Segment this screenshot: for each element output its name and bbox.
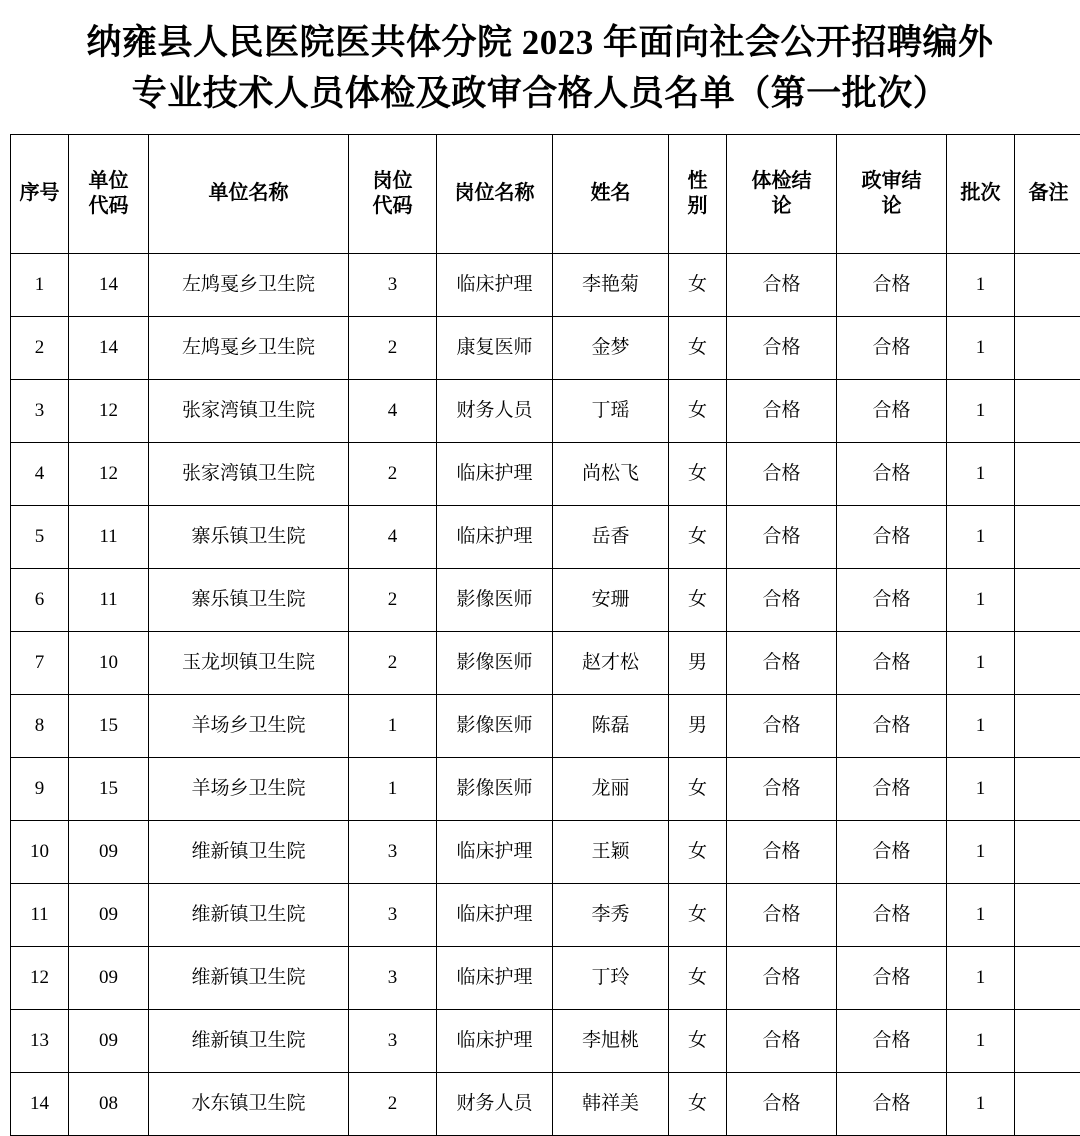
cell-medical: 合格 (727, 316, 837, 379)
cell-batch: 1 (947, 316, 1015, 379)
cell-post-code: 3 (349, 820, 437, 883)
cell-political: 合格 (837, 568, 947, 631)
column-header-medical-line-1: 体检结 (727, 169, 836, 194)
cell-medical: 合格 (727, 253, 837, 316)
column-header-remark-label: 备注 (1029, 182, 1069, 204)
cell-post-code: 2 (349, 316, 437, 379)
cell-political: 合格 (837, 1009, 947, 1072)
cell-batch: 1 (947, 1009, 1015, 1072)
cell-batch: 1 (947, 883, 1015, 946)
cell-sex: 女 (669, 1072, 727, 1135)
column-header-sex-line-2: 别 (669, 194, 726, 219)
cell-unit-name: 羊场乡卫生院 (149, 694, 349, 757)
cell-batch: 1 (947, 631, 1015, 694)
cell-unit-name: 寨乐镇卫生院 (149, 568, 349, 631)
cell-political: 合格 (837, 694, 947, 757)
column-header-seq (11, 134, 69, 253)
column-header-political-line-2: 论 (837, 194, 946, 219)
column-header-post-name (437, 134, 553, 253)
cell-unit-code: 09 (69, 820, 149, 883)
cell-medical: 合格 (727, 1009, 837, 1072)
cell-political: 合格 (837, 316, 947, 379)
cell-remark (1015, 883, 1080, 946)
cell-post-code: 4 (349, 379, 437, 442)
cell-post-code: 2 (349, 1072, 437, 1135)
cell-unit-code: 09 (69, 946, 149, 1009)
cell-post-code: 4 (349, 505, 437, 568)
cell-unit-code: 14 (69, 316, 149, 379)
cell-remark (1015, 1009, 1080, 1072)
cell-batch: 1 (947, 1072, 1015, 1135)
cell-sex: 女 (669, 757, 727, 820)
cell-seq: 14 (11, 1072, 69, 1135)
cell-remark (1015, 253, 1080, 316)
cell-post-name: 临床护理 (437, 442, 553, 505)
cell-unit-name: 左鸠戛乡卫生院 (149, 316, 349, 379)
cell-remark (1015, 694, 1080, 757)
column-header-sex-line-1: 性 (669, 169, 726, 194)
cell-sex: 女 (669, 505, 727, 568)
column-header-medical-line-2: 论 (727, 194, 836, 219)
column-header-political-line-1: 政审结 (837, 169, 946, 194)
cell-seq: 7 (11, 631, 69, 694)
column-header-political (837, 134, 947, 253)
cell-person-name: 丁瑶 (553, 379, 669, 442)
column-header-unit-code-line-1: 单位 (69, 169, 148, 194)
cell-medical: 合格 (727, 505, 837, 568)
cell-seq: 12 (11, 946, 69, 1009)
cell-post-code: 3 (349, 253, 437, 316)
cell-political: 合格 (837, 442, 947, 505)
cell-seq: 9 (11, 757, 69, 820)
cell-seq: 2 (11, 316, 69, 379)
cell-post-code: 1 (349, 757, 437, 820)
column-header-person-name-label: 姓名 (591, 182, 631, 204)
table-header-row (11, 134, 1080, 253)
cell-political: 合格 (837, 757, 947, 820)
column-header-medical (727, 134, 837, 253)
cell-person-name: 安珊 (553, 568, 669, 631)
cell-sex: 男 (669, 694, 727, 757)
cell-unit-code: 08 (69, 1072, 149, 1135)
cell-unit-name: 水东镇卫生院 (149, 1072, 349, 1135)
cell-medical: 合格 (727, 883, 837, 946)
cell-sex: 女 (669, 1009, 727, 1072)
cell-seq: 8 (11, 694, 69, 757)
cell-remark (1015, 631, 1080, 694)
cell-unit-name: 维新镇卫生院 (149, 820, 349, 883)
table-row (11, 568, 1080, 631)
cell-person-name: 赵才松 (553, 631, 669, 694)
cell-unit-name: 玉龙坝镇卫生院 (149, 631, 349, 694)
cell-remark (1015, 757, 1080, 820)
column-header-seq-label: 序号 (20, 182, 60, 204)
roster-table (10, 134, 1080, 1136)
table-header (11, 134, 1080, 253)
cell-remark (1015, 505, 1080, 568)
cell-batch: 1 (947, 442, 1015, 505)
page-title-line-2: 专业技术人员体检及政审合格人员名单（第一批次） (24, 69, 1056, 120)
table-row (11, 1072, 1080, 1135)
cell-unit-code: 11 (69, 568, 149, 631)
cell-seq: 10 (11, 820, 69, 883)
cell-batch: 1 (947, 568, 1015, 631)
column-header-batch-label: 批次 (961, 182, 1001, 204)
page-title (24, 18, 1056, 120)
column-header-unit-code (69, 134, 149, 253)
cell-post-name: 临床护理 (437, 946, 553, 1009)
cell-sex: 女 (669, 568, 727, 631)
cell-person-name: 韩祥美 (553, 1072, 669, 1135)
cell-post-code: 2 (349, 442, 437, 505)
cell-political: 合格 (837, 883, 947, 946)
cell-medical: 合格 (727, 379, 837, 442)
cell-seq: 11 (11, 883, 69, 946)
cell-post-code: 3 (349, 1009, 437, 1072)
cell-political: 合格 (837, 379, 947, 442)
cell-medical: 合格 (727, 631, 837, 694)
cell-sex: 男 (669, 631, 727, 694)
cell-seq: 4 (11, 442, 69, 505)
table-row (11, 757, 1080, 820)
column-header-sex (669, 134, 727, 253)
cell-seq: 6 (11, 568, 69, 631)
cell-remark (1015, 442, 1080, 505)
column-header-batch (947, 134, 1015, 253)
cell-post-code: 1 (349, 694, 437, 757)
cell-medical: 合格 (727, 568, 837, 631)
cell-unit-name: 左鸠戛乡卫生院 (149, 253, 349, 316)
cell-unit-code: 14 (69, 253, 149, 316)
cell-unit-name: 维新镇卫生院 (149, 883, 349, 946)
cell-unit-name: 维新镇卫生院 (149, 1009, 349, 1072)
cell-unit-name: 寨乐镇卫生院 (149, 505, 349, 568)
cell-political: 合格 (837, 505, 947, 568)
cell-remark (1015, 379, 1080, 442)
cell-person-name: 金梦 (553, 316, 669, 379)
cell-medical: 合格 (727, 946, 837, 1009)
cell-unit-code: 09 (69, 1009, 149, 1072)
cell-remark (1015, 820, 1080, 883)
column-header-post-code-line-2: 代码 (349, 194, 436, 219)
cell-unit-code: 15 (69, 694, 149, 757)
cell-post-name: 康复医师 (437, 316, 553, 379)
cell-unit-code: 12 (69, 442, 149, 505)
cell-person-name: 陈磊 (553, 694, 669, 757)
cell-medical: 合格 (727, 442, 837, 505)
column-header-unit-name-label: 单位名称 (209, 182, 289, 204)
cell-batch: 1 (947, 253, 1015, 316)
cell-unit-code: 15 (69, 757, 149, 820)
cell-post-name: 影像医师 (437, 631, 553, 694)
cell-unit-name: 羊场乡卫生院 (149, 757, 349, 820)
cell-post-name: 临床护理 (437, 1009, 553, 1072)
table-row (11, 442, 1080, 505)
column-header-post-code-line-1: 岗位 (349, 169, 436, 194)
cell-person-name: 李旭桃 (553, 1009, 669, 1072)
cell-person-name: 岳香 (553, 505, 669, 568)
table-body (11, 253, 1080, 1135)
table-row (11, 505, 1080, 568)
cell-post-name: 影像医师 (437, 694, 553, 757)
cell-sex: 女 (669, 442, 727, 505)
cell-medical: 合格 (727, 694, 837, 757)
cell-post-name: 临床护理 (437, 505, 553, 568)
cell-unit-name: 维新镇卫生院 (149, 946, 349, 1009)
cell-post-name: 财务人员 (437, 1072, 553, 1135)
cell-unit-name: 张家湾镇卫生院 (149, 442, 349, 505)
cell-seq: 3 (11, 379, 69, 442)
cell-sex: 女 (669, 316, 727, 379)
cell-post-name: 临床护理 (437, 253, 553, 316)
cell-political: 合格 (837, 946, 947, 1009)
cell-political: 合格 (837, 820, 947, 883)
cell-person-name: 李艳菊 (553, 253, 669, 316)
cell-sex: 女 (669, 820, 727, 883)
table-row (11, 946, 1080, 1009)
table-row (11, 631, 1080, 694)
cell-political: 合格 (837, 1072, 947, 1135)
table-row (11, 379, 1080, 442)
cell-post-name: 财务人员 (437, 379, 553, 442)
cell-medical: 合格 (727, 1072, 837, 1135)
cell-batch: 1 (947, 946, 1015, 1009)
cell-unit-code: 10 (69, 631, 149, 694)
cell-political: 合格 (837, 631, 947, 694)
cell-sex: 女 (669, 946, 727, 1009)
cell-person-name: 丁玲 (553, 946, 669, 1009)
cell-remark (1015, 568, 1080, 631)
cell-medical: 合格 (727, 820, 837, 883)
cell-unit-code: 12 (69, 379, 149, 442)
cell-sex: 女 (669, 379, 727, 442)
cell-medical: 合格 (727, 757, 837, 820)
cell-batch: 1 (947, 757, 1015, 820)
cell-post-code: 2 (349, 568, 437, 631)
cell-unit-code: 11 (69, 505, 149, 568)
cell-post-code: 3 (349, 883, 437, 946)
cell-sex: 女 (669, 253, 727, 316)
cell-post-code: 2 (349, 631, 437, 694)
cell-political: 合格 (837, 253, 947, 316)
column-header-unit-name (149, 134, 349, 253)
cell-batch: 1 (947, 505, 1015, 568)
cell-post-name: 临床护理 (437, 820, 553, 883)
cell-batch: 1 (947, 820, 1015, 883)
cell-unit-code: 09 (69, 883, 149, 946)
cell-post-code: 3 (349, 946, 437, 1009)
column-header-remark (1015, 134, 1080, 253)
cell-seq: 13 (11, 1009, 69, 1072)
table-row (11, 694, 1080, 757)
cell-remark (1015, 316, 1080, 379)
column-header-person-name (553, 134, 669, 253)
cell-post-name: 影像医师 (437, 568, 553, 631)
cell-post-name: 临床护理 (437, 883, 553, 946)
cell-seq: 1 (11, 253, 69, 316)
cell-person-name: 龙丽 (553, 757, 669, 820)
table-row (11, 1009, 1080, 1072)
cell-person-name: 尚松飞 (553, 442, 669, 505)
cell-remark (1015, 946, 1080, 1009)
cell-unit-name: 张家湾镇卫生院 (149, 379, 349, 442)
cell-post-name: 影像医师 (437, 757, 553, 820)
table-row (11, 883, 1080, 946)
cell-batch: 1 (947, 379, 1015, 442)
column-header-post-code (349, 134, 437, 253)
column-header-unit-code-line-2: 代码 (69, 194, 148, 219)
cell-person-name: 李秀 (553, 883, 669, 946)
cell-person-name: 王颖 (553, 820, 669, 883)
cell-seq: 5 (11, 505, 69, 568)
cell-sex: 女 (669, 883, 727, 946)
table-row (11, 253, 1080, 316)
cell-batch: 1 (947, 694, 1015, 757)
table-row (11, 316, 1080, 379)
column-header-post-name-label: 岗位名称 (455, 182, 535, 204)
table-row (11, 820, 1080, 883)
cell-remark (1015, 1072, 1080, 1135)
page-title-line-1: 纳雍县人民医院医共体分院 2023 年面向社会公开招聘编外 (24, 18, 1056, 69)
